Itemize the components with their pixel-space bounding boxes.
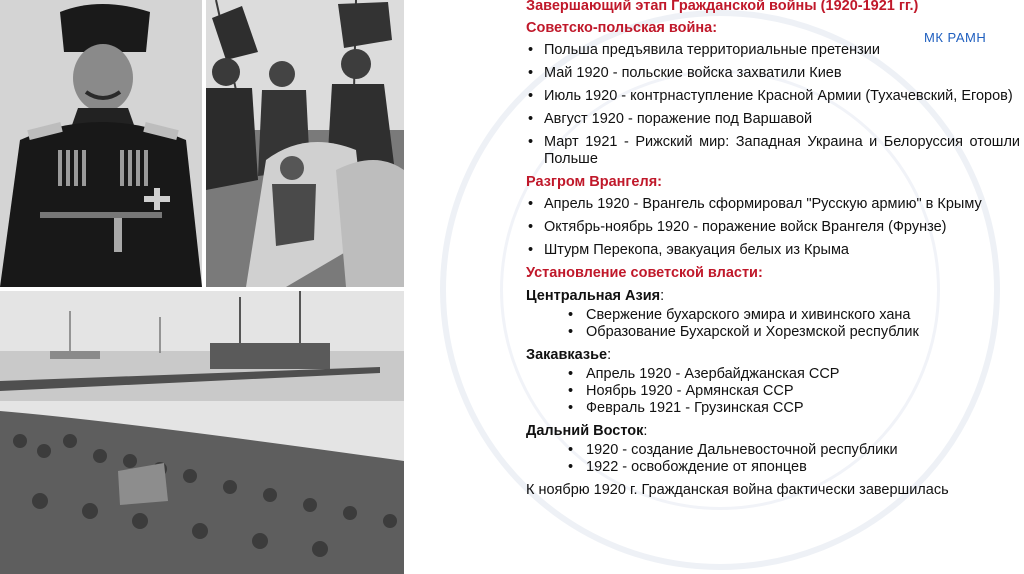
section-heading: Разгром Врангеля: [526,174,663,190]
section-heading: Установление советской власти: [526,265,763,281]
photo-harbor-evacuation [0,291,404,574]
org-badge: МК РАМН [924,30,987,45]
sub-bullet-list [526,442,1020,476]
sub-bullet-list [526,307,1020,341]
region-colon: : [643,423,648,439]
list-item: • Апрель 1920 - Азербайджанская ССР [526,366,1020,383]
list-item: • Образование Бухарской и Хорезмской республик [526,324,1020,341]
photo-cavalry-banners [206,0,404,287]
region-name: Центральная Азия [526,288,661,304]
content-column [526,0,1020,499]
list-item: • 1922 - освобождение от японцев [526,459,1020,476]
list-item: • Свержение бухарского эмира и хивинского хана [526,307,1020,324]
bullet-list [526,42,1020,168]
region-name: Дальний Восток [526,423,644,439]
section-soviet-power [526,265,1020,476]
region-heading [526,423,1020,440]
sub-bullet-list [526,366,1020,417]
list-item: • Апрель 1920 - Врангель сформировал "Русскую армию" в Крыму [526,196,1020,213]
list-item: • Октябрь-ноябрь 1920 - поражение войск Врангеля (Фрунзе) [526,219,1020,236]
list-item: • Август 1920 - поражение под Варшавой [526,111,1020,128]
list-item: • Ноябрь 1920 - Армянская ССР [526,383,1020,400]
section-heading: Советско-польская война: [526,20,718,36]
list-item: • Март 1921 - Рижский мир: Западная Украина и Белоруссия отошли Польше [526,134,1020,168]
list-item: • Февраль 1921 - Грузинская ССР [526,400,1020,417]
region-heading [526,347,1020,364]
section-wrangel [526,174,1020,259]
section-polish-war [526,20,1020,168]
region-name: Закавказье [526,347,608,363]
region-colon: : [607,347,612,363]
photo-officer-portrait [0,0,202,287]
list-item: • Май 1920 - польские войска захватили Киев [526,65,1020,82]
list-item: • Июль 1920 - контрнаступление Красной Армии (Тухачевский, Егоров) [526,88,1020,105]
region-colon: : [660,288,665,304]
list-item: • 1920 - создание Дальневосточной республики [526,442,1020,459]
list-item: • Польша предъявила территориальные претензии [526,42,1020,59]
list-item: • Штурм Перекопа, эвакуация белых из Крыма [526,242,1020,259]
bullet-list [526,196,1020,259]
summary-line: К ноябрю 1920 г. Гражданская война фактически завершилась [526,482,949,498]
region-heading [526,288,1020,305]
page-title: Завершающий этап Гражданской войны (1920-1921 гг.) [526,0,919,14]
